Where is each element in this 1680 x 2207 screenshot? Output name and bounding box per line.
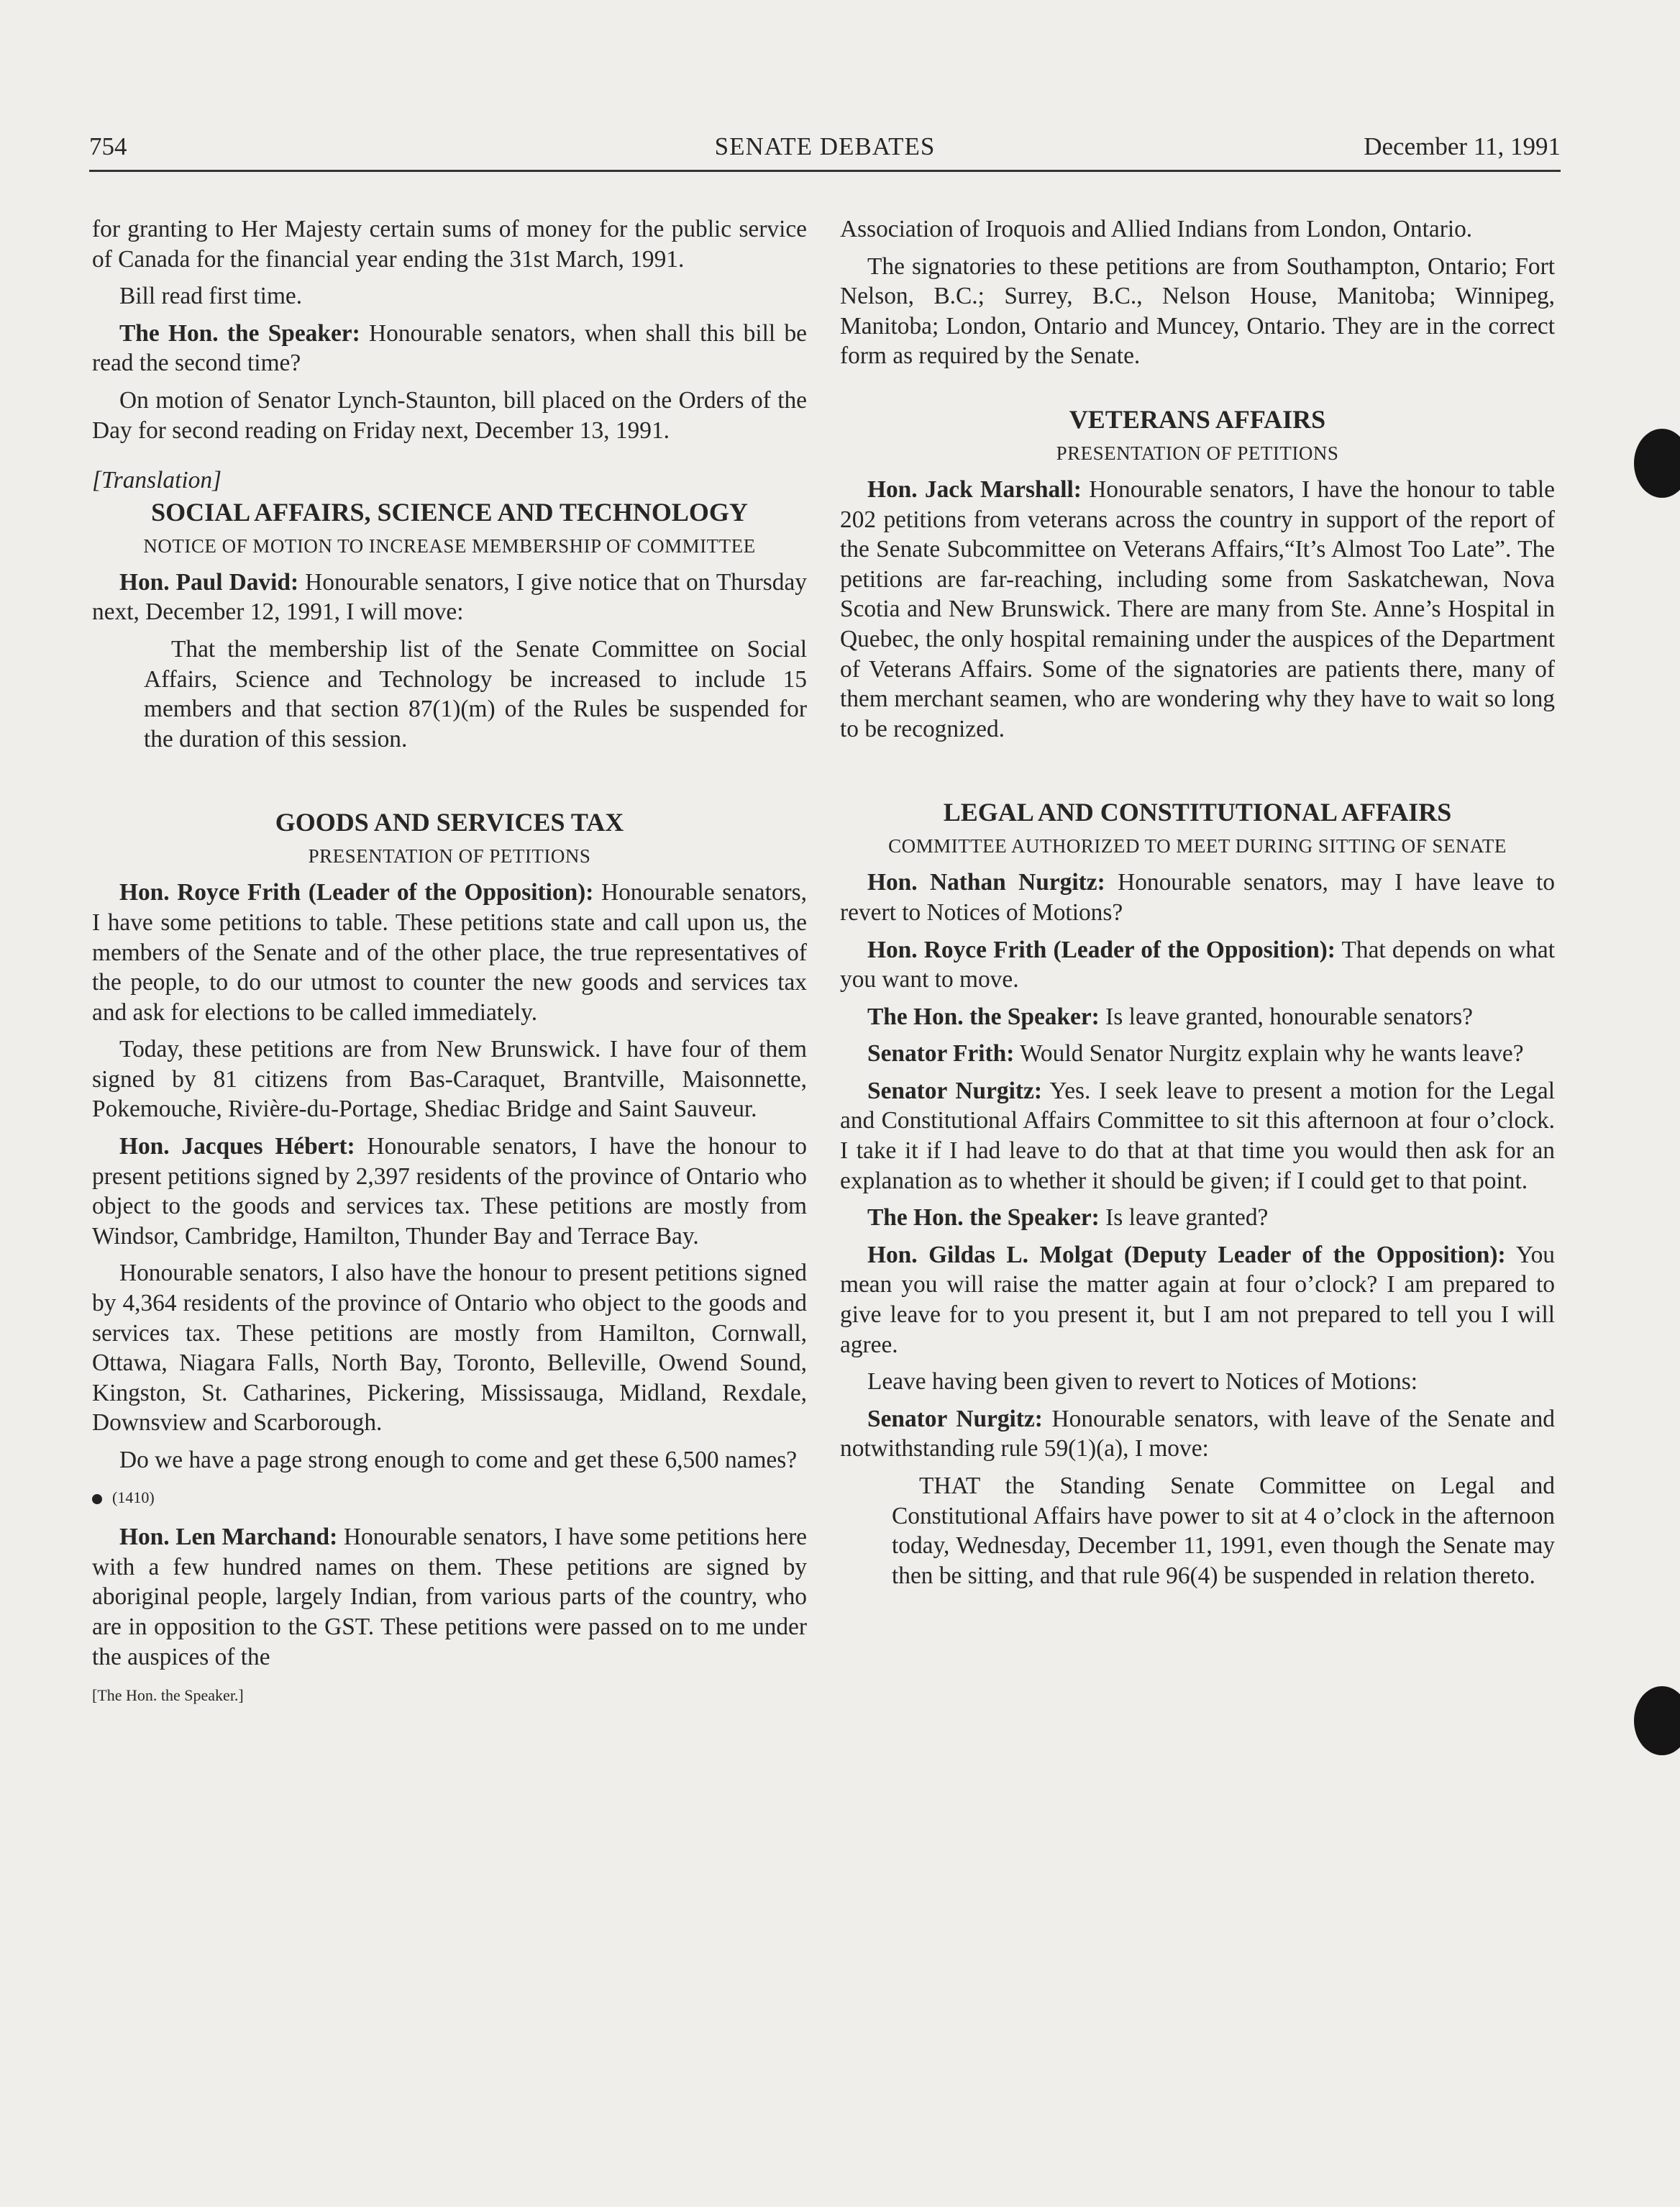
speech-text: Honourable senators, I have some petitions to table. These petitions state and call upon us, the members of the Senate and of the other place, the true representatives of the people, to do our utmost to counter the new goods and services tax and ask for elections to be called immediately.: [92, 879, 807, 1026]
section-subheading: NOTICE OF MOTION TO INCREASE MEMBERSHIP OF COMMITTEE: [143, 534, 756, 557]
section-subheading: PRESENTATION OF PETITIONS: [308, 845, 591, 868]
speaker-name: Hon. Royce Frith (Leader of the Opposition):: [867, 936, 1336, 963]
motion-quote: That the membership list of the Senate Committee on Social Affairs, Science and Technology be increased to include 15 members and that section 87(1)(m) of the Rules be suspended for the duration of this session.: [144, 635, 807, 752]
motion-quote: THAT the Standing Senate Committee on Legal and Constitutional Affairs have power to sit at 4 o’clock in the afternoon today, Wednesday, December 11, 1991, even though the Senate may then be sitting, and that rule 96(4) be suspended in relation thereto.: [892, 1473, 1555, 1589]
translation-note: [Translation]: [92, 467, 222, 494]
paragraph: [840, 1002, 1555, 1032]
paragraph: [840, 1039, 1555, 1069]
section-subheading: COMMITTEE AUTHORIZED TO MEET DURING SITTING OF SENATE: [888, 835, 1507, 857]
paragraph: [840, 1076, 1555, 1196]
footer-note: [The Hon. the Speaker.]: [92, 1686, 244, 1705]
paragraph: Today, these petitions are from New Brunswick. I have four of them signed by 81 citizens from Bas-Caraquet, Brantville, Maisonnette, Pokemouche, Rivière-du-Portage, Shediac Bridge and Saint Sauveur.: [92, 1036, 807, 1123]
speaker-name: The Hon. the Speaker:: [867, 1204, 1100, 1232]
right-column: [840, 214, 1555, 1598]
section-heading: VETERANS AFFAIRS: [1069, 404, 1326, 434]
speech-text: Would Senator Nurgitz explain why he wants leave?: [1014, 1040, 1524, 1068]
speech-text: Is leave granted?: [1099, 1204, 1269, 1232]
paragraph: Leave having been given to revert to Notices of Motions:: [867, 1368, 1418, 1396]
speech-text: Honourable senators, when shall this bill be read the second time?: [92, 319, 807, 377]
speech-text: Honourable senators, I have the honour to table 202 petitions from veterans across the country in support of the report of the Senate Subcommittee on Veterans Affairs,“It’s Almost Too Late”. The petitions are far-reaching, including some from Saskatchewan, Nova Scotia and New Brunswick. There are many from Ste. Anne’s Hospital in Quebec, the only hospital remaining under the auspices of the Department of Veterans Affairs. Some of the signatories are patients there, many of them merchant seamen, who are wondering why they have to wait so long to be recognized.: [840, 475, 1555, 742]
speaker-name: Senator Nurgitz:: [867, 1077, 1042, 1104]
paragraph: Bill read first time.: [119, 283, 303, 310]
paragraph: [840, 935, 1555, 995]
speech-text: Yes. I seek leave to present a motion for the Legal and Constitutional Affairs Committee to sit this afternoon at four o’clock. I take it if I had leave to do that at that time you would then ask for an explanation as to whether it should be given; if I could get to that point.: [840, 1077, 1555, 1194]
binder-hole-icon: [1634, 429, 1680, 498]
paragraph: [840, 1240, 1555, 1360]
speaker-name: Hon. Jack Marshall:: [867, 475, 1082, 503]
section-heading: LEGAL AND CONSTITUTIONAL AFFAIRS: [943, 798, 1452, 827]
speech-text: Honourable senators, I have some petitions here with a few hundred names on them. These petitions are signed by aboriginal people, largely Indian, from various parts of the country, who are in opposition to the GST. These petitions were passed on to me under the auspices of the: [92, 1524, 808, 1670]
paragraph: On motion of Senator Lynch-Staunton, bill placed on the Orders of the Day for second reading on Friday next, December 13, 1991.: [92, 386, 807, 444]
section-subheading: PRESENTATION OF PETITIONS: [1056, 442, 1339, 464]
paragraph: [92, 1522, 807, 1672]
speaker-name: Hon. Paul David:: [119, 568, 299, 596]
paragraph: [840, 868, 1555, 927]
speech-text: Honourable senators, with leave of the Senate and notwithstanding rule 59(1)(a), I move:: [840, 1405, 1555, 1462]
time-mark: [92, 1483, 807, 1513]
paragraph: [92, 1132, 807, 1251]
page-header: [89, 129, 1561, 172]
section-heading: GOODS AND SERVICES TAX: [275, 808, 624, 837]
speaker-name: Hon. Royce Frith (Leader of the Opposition):: [119, 879, 594, 906]
paragraph: Association of Iroquois and Allied Indians from London, Ontario.: [840, 216, 1473, 242]
speaker-name: The Hon. the Speaker:: [119, 319, 360, 347]
bullet-icon: [92, 1494, 102, 1504]
time-mark-label: (1410): [112, 1488, 155, 1506]
paragraph: [92, 878, 807, 1027]
paragraph: for granting to Her Majesty certain sums of money for the public service of Canada for the financial year ending the 31st March, 1991.: [92, 216, 807, 273]
section-heading: SOCIAL AFFAIRS, SCIENCE AND TECHNOLOGY: [151, 497, 748, 527]
page-date: December 11, 1991: [1364, 132, 1561, 160]
speaker-name: Senator Nurgitz:: [867, 1405, 1043, 1432]
speaker-name: Hon. Nathan Nurgitz:: [867, 869, 1105, 896]
running-title: SENATE DEBATES: [714, 132, 936, 160]
speaker-name: The Hon. the Speaker:: [867, 1003, 1100, 1030]
paragraph: Honourable senators, I also have the honour to present petitions signed by 4,364 residents of the province of Ontario who object to the goods and services tax. These petitions are mostly from Hamilton, Cornwall, Ottawa, Niagara Falls, North Bay, Toronto, Belleville, Owend Sound, Kingston, St. Catharines, Pickering, Mississauga, Midland, Rexdale, Downsview and Scarborough.: [92, 1260, 807, 1437]
speech-text: Honourable senators, I have the honour to present petitions signed by 2,397 residents of the province of Ontario who object to the goods and services tax. These petitions are mostly from Windsor, Cambridge, Hamilton, Thunder Bay and Terrace Bay.: [92, 1133, 807, 1250]
binder-hole-icon: [1634, 1686, 1680, 1755]
speech-text: That depends on what you want to move.: [840, 936, 1555, 993]
paragraph: [92, 568, 807, 627]
paragraph: The signatories to these petitions are from Southampton, Ontario; Fort Nelson, B.C.; Surrey, B.C., Nelson House, Manitoba; Winnipeg, Manitoba; London, Ontario and Muncey, Ontario. They are in the correct form as required by the Senate.: [840, 252, 1555, 370]
paragraph: [840, 1203, 1555, 1233]
speaker-name: Hon. Gildas L. Molgat (Deputy Leader of the Opposition):: [867, 1241, 1506, 1268]
page-number: 754: [89, 132, 127, 160]
speaker-name: Hon. Len Marchand:: [119, 1524, 338, 1551]
paragraph: Do we have a page strong enough to come and get these 6,500 names?: [119, 1447, 798, 1473]
speech-text: You mean you will raise the matter again at four o’clock? I am prepared to give leave for to you present it, but I am not prepared to tell you I will agree.: [840, 1241, 1555, 1358]
left-column: [92, 214, 807, 1711]
paragraph: [92, 319, 807, 378]
paragraph: [840, 1404, 1555, 1464]
speech-text: Honourable senators, may I have leave to revert to Notices of Motions?: [840, 869, 1555, 926]
speech-text: Honourable senators, I give notice that on Thursday next, December 12, 1991, I will move:: [92, 568, 807, 626]
paragraph: [840, 475, 1555, 744]
speaker-name: Hon. Jacques Hébert:: [119, 1133, 355, 1160]
speaker-name: Senator Frith:: [867, 1040, 1015, 1068]
speech-text: Is leave granted, honourable senators?: [1099, 1003, 1473, 1030]
